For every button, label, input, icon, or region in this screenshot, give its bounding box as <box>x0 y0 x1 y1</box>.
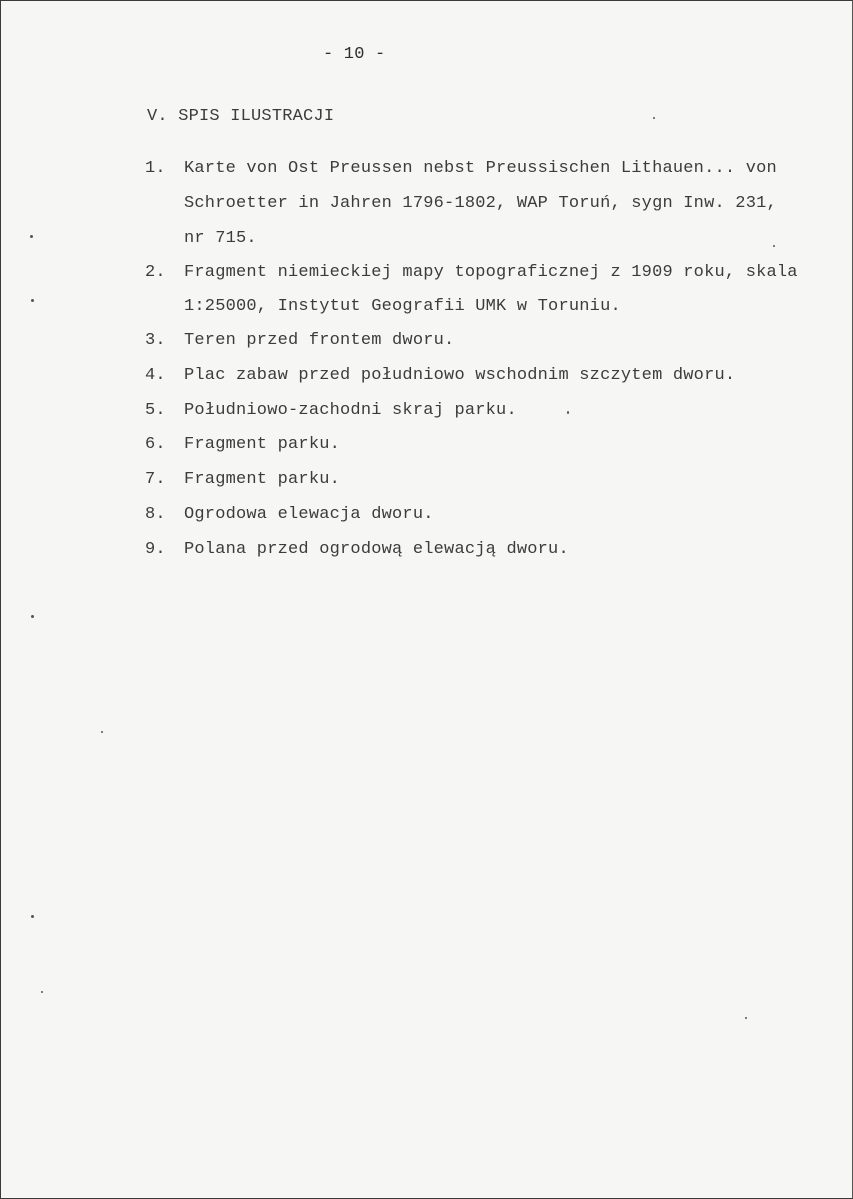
item-text-line: Schroetter in Jahren 1796-1802, WAP Toruń, sygn Inw. 231, <box>184 194 777 213</box>
item-text-line: nr 715. <box>184 229 257 248</box>
item-text-line: Plac zabaw przed południowo wschodnim szczytem dworu. <box>184 366 736 385</box>
item-text-line: Fragment parku. <box>184 470 341 489</box>
paper-speck <box>101 731 103 733</box>
section-heading: V. SPIS ILUSTRACJI <box>147 107 335 126</box>
paper-speck <box>567 411 569 414</box>
item-text-line: Ogrodowa elewacja dworu. <box>184 505 434 524</box>
paper-speck <box>31 615 34 618</box>
item-text-line: Karte von Ost Preussen nebst Preussischen Lithauen... von <box>184 159 777 178</box>
item-number: 1. <box>145 159 166 178</box>
paper-speck <box>41 991 43 993</box>
item-number: 8. <box>145 505 166 524</box>
item-number: 4. <box>145 366 166 385</box>
item-text-line: Fragment niemieckiej mapy topograficznej z 1909 roku, skala <box>184 263 798 282</box>
item-text-line: Polana przed ogrodową elewacją dworu. <box>184 540 569 559</box>
item-text-line: Teren przed frontem dworu. <box>184 331 455 350</box>
paper-speck <box>31 299 34 302</box>
item-text-line: Południowo-zachodni skraj parku. <box>184 401 517 420</box>
item-text-line: Fragment parku. <box>184 435 341 454</box>
item-number: 6. <box>145 435 166 454</box>
item-number: 2. <box>145 263 166 282</box>
paper-speck <box>31 915 34 918</box>
item-number: 5. <box>145 401 166 420</box>
paper-speck <box>745 1017 747 1019</box>
item-number: 3. <box>145 331 166 350</box>
item-text-line: 1:25000, Instytut Geografii UMK w Toruniu. <box>184 297 621 316</box>
page-number: - 10 - <box>323 45 386 64</box>
item-number: 9. <box>145 540 166 559</box>
item-number: 7. <box>145 470 166 489</box>
paper-speck <box>30 235 33 238</box>
paper-speck <box>653 117 655 119</box>
paper-speck <box>773 245 775 247</box>
